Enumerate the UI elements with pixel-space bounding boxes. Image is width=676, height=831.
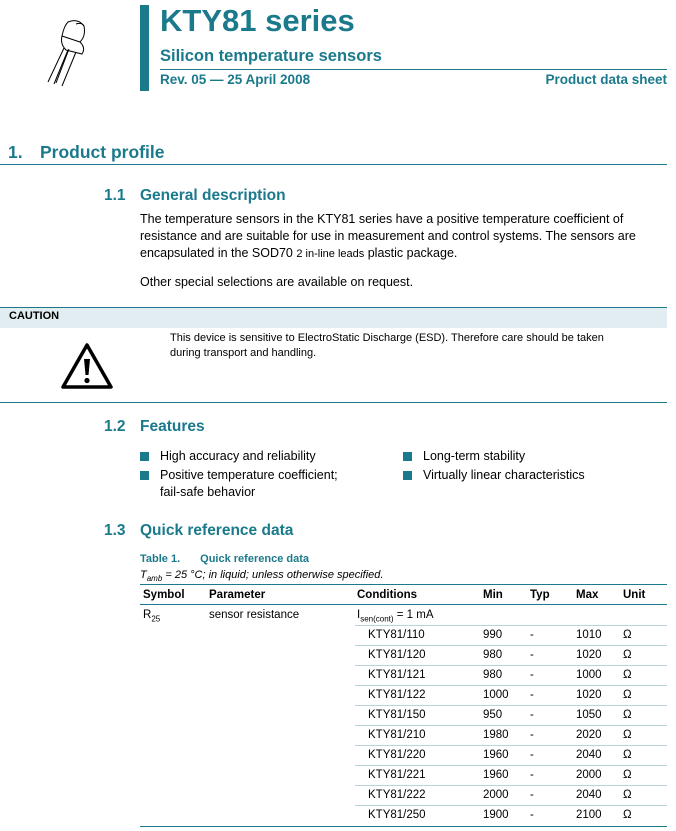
cell-unit: Ω: [623, 749, 632, 761]
caution-label: CAUTION: [9, 310, 60, 322]
row-divider: [355, 785, 667, 786]
cell-max: 1050: [576, 709, 602, 721]
row-divider: [355, 725, 667, 726]
cell-type: KTY81/220: [368, 749, 426, 761]
cell-type: KTY81/150: [368, 709, 426, 721]
cell-unit: Ω: [623, 669, 632, 681]
document-type: Product data sheet: [545, 72, 667, 87]
cell-parameter: sensor resistance: [209, 609, 300, 621]
revision-info: Rev. 05 — 25 April 2008: [160, 72, 311, 87]
col-header-conditions: Conditions: [357, 589, 418, 601]
table-caption: Table 1. Quick reference data: [140, 553, 309, 565]
table-bottom-rule: [140, 826, 667, 827]
cell-condition: $I_{sen(cont)} = 1$ mA: [357, 609, 434, 624]
row-divider: [355, 645, 667, 646]
package-outline-icon: [40, 12, 100, 88]
header-accent-bar: [140, 5, 149, 91]
cell-typ: -: [530, 809, 534, 821]
special-selections-paragraph: Other special selections are available on request.: [140, 275, 414, 289]
cell-max: 1000: [576, 669, 602, 681]
row-divider: [355, 705, 667, 706]
cell-min: 1000: [483, 689, 509, 701]
feature-item: Positive temperature coefficient; fail-safe behavior: [160, 467, 338, 501]
row-divider: [355, 745, 667, 746]
heading-features: 1.2 Features: [104, 418, 205, 435]
cell-typ: -: [530, 729, 534, 741]
cell-type: KTY81/121: [368, 669, 426, 681]
cell-unit: Ω: [623, 689, 632, 701]
col-header-max: Max: [576, 589, 599, 601]
bullet-icon: [403, 471, 412, 480]
cell-typ: -: [530, 769, 534, 781]
cell-unit: Ω: [623, 769, 632, 781]
cell-typ: -: [530, 709, 534, 721]
bullet-icon: [403, 452, 412, 461]
cell-unit: Ω: [623, 709, 632, 721]
cell-typ: -: [530, 669, 534, 681]
cell-unit: Ω: [623, 629, 632, 641]
row-divider: [355, 685, 667, 686]
feature-item: Long-term stability: [423, 448, 525, 465]
warning-triangle-icon: [60, 342, 114, 390]
cell-typ: -: [530, 749, 534, 761]
col-header-typ: Typ: [530, 589, 550, 601]
cell-unit: Ω: [623, 789, 632, 801]
general-description-paragraph: The temperature sensors in the KTY81 series have a positive temperature coefficient of resistance and are suitable for use in measurement and control systems. The sensors are encapsulated in the SOD70 2 in-line leads plastic package.: [140, 212, 636, 260]
cell-type: KTY81/110: [368, 629, 425, 641]
feature-item: High accuracy and reliability: [160, 448, 316, 465]
cell-type: KTY81/222: [368, 789, 426, 801]
cell-max: 2040: [576, 789, 602, 801]
col-header-symbol: Symbol: [143, 589, 185, 601]
row-divider: [355, 625, 667, 626]
cell-min: 1960: [483, 749, 509, 761]
cell-type: KTY81/122: [368, 689, 426, 701]
cell-min: 950: [483, 709, 503, 721]
cell-max: 2000: [576, 769, 602, 781]
cell-min: 2000: [483, 789, 509, 801]
cell-typ: -: [530, 689, 534, 701]
row-divider: [355, 765, 667, 766]
feature-item: Virtually linear characteristics: [423, 467, 585, 484]
heading-quick-reference: 1.3 Quick reference data: [104, 522, 294, 539]
row-divider: [355, 665, 667, 666]
cell-max: 2020: [576, 729, 602, 741]
document-subtitle: Silicon temperature sensors: [160, 47, 382, 65]
bullet-icon: [140, 452, 149, 461]
section-heading-product-profile: 1. Product profile: [8, 142, 165, 162]
cell-min: 980: [483, 669, 503, 681]
cell-typ: -: [530, 649, 534, 661]
cell-unit: Ω: [623, 649, 632, 661]
bullet-icon: [140, 471, 149, 480]
cell-symbol: $R_{25}$: [143, 609, 161, 624]
table-top-rule: [140, 584, 667, 585]
cell-unit: Ω: [623, 729, 632, 741]
cell-max: 1020: [576, 649, 602, 661]
cell-typ: -: [530, 789, 534, 801]
col-header-min: Min: [483, 589, 503, 601]
cell-type: KTY81/120: [368, 649, 426, 661]
heading-general-description: 1.1 General description: [104, 187, 286, 204]
cell-max: 2040: [576, 749, 602, 761]
header-divider: [160, 69, 667, 70]
col-header-parameter: Parameter: [209, 589, 266, 601]
cell-max: 1020: [576, 689, 602, 701]
document-title: KTY81 series: [160, 3, 355, 38]
cell-min: 990: [483, 629, 503, 641]
table-note: $T_{amb} = 25$ °C; in liquid; unless otherwise specified.: [140, 569, 384, 584]
row-divider: [355, 805, 667, 806]
cell-max: 1010: [576, 629, 602, 641]
cell-min: 1900: [483, 809, 509, 821]
cell-type: KTY81/221: [368, 769, 426, 781]
caution-band: [0, 307, 667, 328]
cell-max: 2100: [576, 809, 602, 821]
cell-typ: -: [530, 629, 534, 641]
cell-type: KTY81/210: [368, 729, 426, 741]
table-header-rule: [140, 604, 667, 605]
section-divider: [0, 164, 667, 165]
col-header-unit: Unit: [623, 589, 646, 601]
cell-min: 1960: [483, 769, 509, 781]
caution-text: This device is sensitive to ElectroStatic Discharge (ESD). Therefore care should be taken during transport and handling.: [170, 332, 604, 359]
cell-type: KTY81/250: [368, 809, 426, 821]
cell-unit: Ω: [623, 809, 632, 821]
cell-min: 980: [483, 649, 503, 661]
cell-min: 1980: [483, 729, 509, 741]
caution-divider: [0, 402, 667, 403]
